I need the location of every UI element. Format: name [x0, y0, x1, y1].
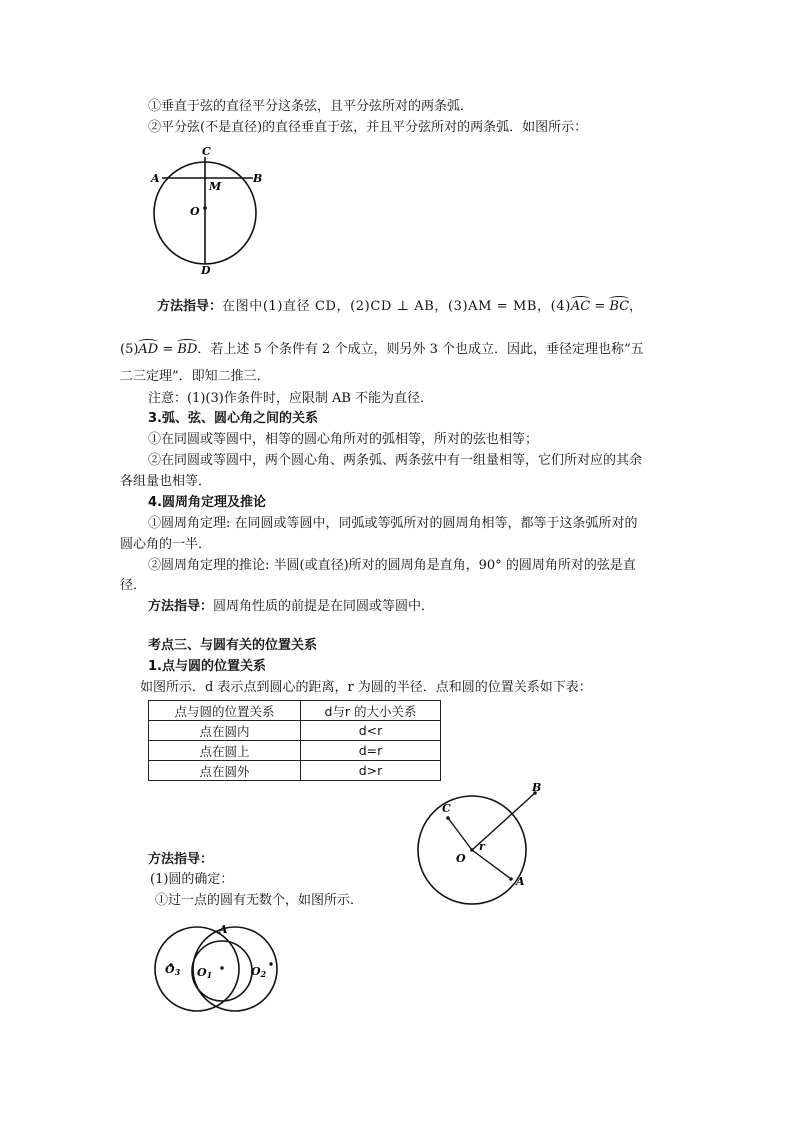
diameter-chord-figure [140, 140, 270, 280]
section3-title: 3.弧、弦、圆心角之间的关系 [148, 411, 318, 426]
label-a: A [516, 875, 525, 888]
method-label-2: 方法指导： [148, 599, 214, 614]
three-circles-figure [140, 917, 290, 1012]
segment-oa [472, 850, 511, 879]
section4-line-1a: ①圆周角定理: 在同圆或等圆中，同弧或等弧所对的圆周角相等，都等于这条弧所对的 [148, 516, 638, 531]
method-text-section4: 圆周角性质的前提是在同圆或等圆中． [213, 599, 435, 614]
arc-bc: BC [609, 299, 630, 314]
method-line-3: 二三定理”．即知二推三． [120, 369, 270, 384]
table-cell: d=r [300, 741, 440, 761]
circle-determination: (1)圆的确定： [150, 872, 234, 887]
theorem-line-2: ②平分弦(不是直径)的直径垂直于弦，并且平分弦所对的两条弧．如图所示： [148, 120, 588, 135]
method-guidance-line [157, 299, 642, 315]
point-circle-figure [405, 776, 555, 906]
section3-line-2b: 各组量也相等． [120, 474, 212, 489]
table-cell: d>r [300, 761, 440, 781]
center-o1 [220, 966, 223, 969]
section4-method [148, 599, 434, 615]
equals-2: = [158, 342, 178, 357]
point-circle-subtitle: 1.点与圆的位置关系 [148, 659, 266, 674]
comma: ， [629, 299, 643, 314]
method-line-2 [120, 342, 644, 358]
label-o2: O2 [251, 965, 267, 979]
theorem-line-1: ①垂直于弦的直径平分这条弦，且平分弦所对的两条弧． [148, 99, 474, 114]
method-label: 方法指导： [157, 299, 223, 314]
table-cell: 点在圆外 [149, 761, 301, 781]
point-a [509, 877, 513, 881]
segment-oc [448, 818, 472, 850]
equals-1: = [590, 299, 610, 314]
method-label-3: 方法指导： [148, 852, 214, 867]
note-line: 注意：(1)(3)作条件时，应限制 AB 不能为直径． [148, 391, 434, 406]
label-a: A [151, 172, 160, 185]
label-o3: O3 [165, 963, 181, 977]
kaodian3-title: 考点三、与圆有关的位置关系 [148, 638, 318, 653]
point-c [446, 816, 450, 820]
label-o1: O1 [197, 966, 213, 980]
section3-line-2a: ②在同圆或等圆中，两个圆心角、两条弧、两条弦中有一组量相等，它们所对应的其余 [148, 453, 643, 468]
label-o: O [456, 852, 466, 865]
center-point [203, 206, 207, 210]
section4-line-2a: ②圆周角定理的推论: 半圆(或直径)所对的圆周角是直角，90° 的圆周角所对的弦是直 [148, 558, 636, 573]
position-relation-table [148, 700, 441, 781]
arc-ad: AD [138, 342, 159, 357]
circles-through-point: ①过一点的圆有无数个，如图所示． [155, 893, 364, 908]
label-d: D [201, 264, 211, 277]
point-circle-intro: 如图所示．d 表示点到圆心的距离，r 为圆的半径．点和圆的位置关系如下表： [140, 680, 592, 695]
section4-line-1b: 圆心角的一半． [120, 537, 212, 552]
section4-title: 4.圆周角定理及推论 [148, 495, 266, 510]
section3-line-1: ①在同圆或等圆中，相等的圆心角所对的弧相等，所对的弦也相等； [148, 432, 539, 447]
label-a: A [219, 923, 228, 936]
label-b: B [253, 172, 263, 185]
prefix-5: (5) [120, 342, 139, 357]
table-row [149, 741, 441, 761]
center-o2 [269, 962, 272, 965]
table-row [149, 721, 441, 741]
method-text-1: 在图中(1)直径 CD，(2)CD ⊥ AB，(3)AM = MB，(4) [222, 299, 571, 314]
table-cell: 点在圆内 [149, 721, 301, 741]
table-header: 点与圆的位置关系 [149, 701, 301, 721]
label-c: C [442, 802, 451, 815]
label-m: M [209, 180, 222, 193]
label-b: B [532, 781, 542, 794]
label-o: O [190, 205, 200, 218]
label-r: r [479, 840, 485, 853]
table-cell: 点在圆上 [149, 741, 301, 761]
table-row [149, 761, 441, 781]
method-text-2: ．若上述 5 个条件有 2 个成立，则另外 3 个也成立．因此，垂径定理也称“五 [197, 342, 644, 357]
table-header-row [149, 701, 441, 721]
label-c: C [202, 145, 211, 158]
center-point [470, 848, 474, 852]
arc-bd: BD [177, 342, 198, 357]
table-header: d与r 的大小关系 [300, 701, 440, 721]
table-cell: d<r [300, 721, 440, 741]
arc-ac: AC [570, 299, 591, 314]
section4-line-2b: 径． [120, 578, 147, 593]
